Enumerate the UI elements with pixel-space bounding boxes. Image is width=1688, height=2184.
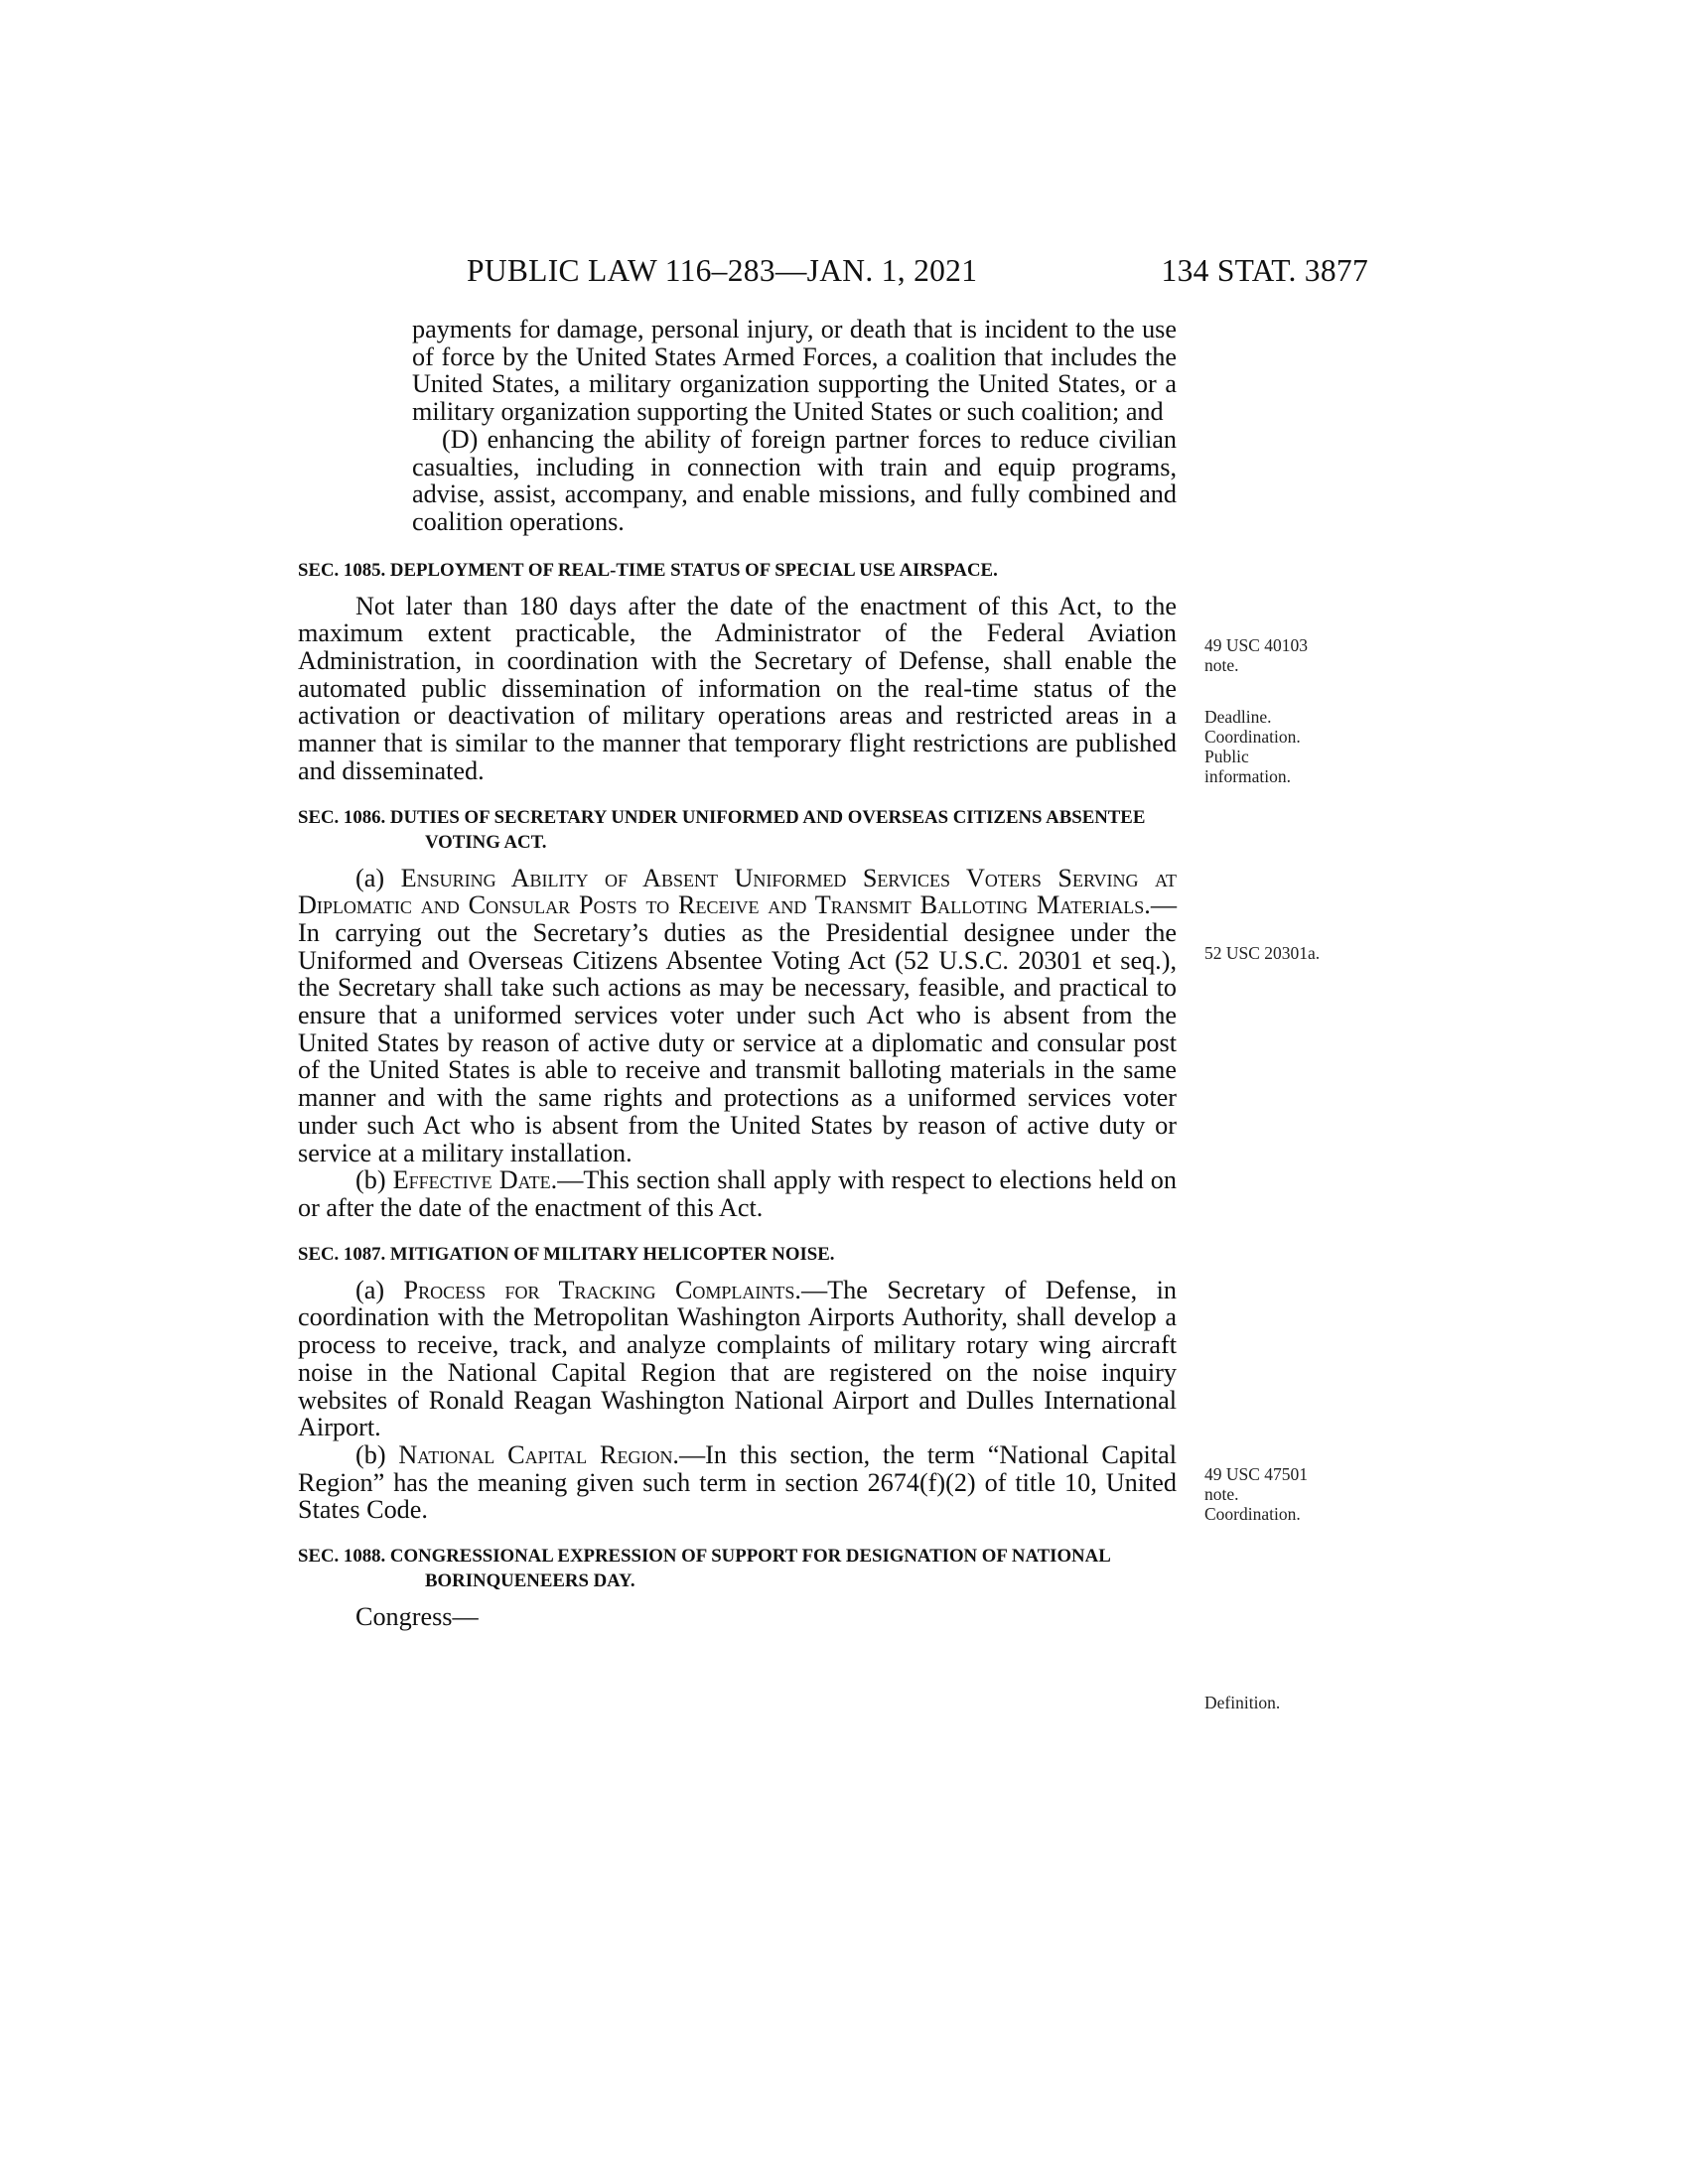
subsection-b-title: National Capital Region.: [398, 1439, 679, 1469]
subsection-b-title: Effective Date.: [392, 1165, 558, 1195]
continuation-text: payments for damage, personal injury, or death that is incident to the use of force by the United States Armed Forces, a coalition that includes the United States, a military organization supporting the United States, or a military organization supporting the United States or such coalition; and: [412, 315, 1177, 427]
section-1086-heading: SEC. 1086. DUTIES OF SECRETARY UNDER UNIFORMED AND OVERSEAS CITIZENS ABSENTEE VOTING ACT.: [298, 806, 1146, 853]
subsection-b-label: (b): [355, 1165, 386, 1195]
subsection-a-body: —The Secretary of Defense, in coordination with the Metropolitan Washington Airports Authority, shall develop a process to receive, track, and analyze complaints of military rotary wing aircraft noise in the National Capital Region that are registered on the noise inquiry websites of Ronald Reagan Washington National Airport and Dulles International Airport.: [298, 1275, 1178, 1442]
section-1087-subsection-a: [298, 1277, 1177, 1441]
margin-note-1087-definition: Definition.: [1204, 1693, 1281, 1712]
section-1085-body: Not later than 180 days after the date of the enactment of this Act, to the maximum extent practicable, the Administrator of the Federal Aviation Administration, in coordination with the Secretary of Defense, shall enable the automated public dissemination of information on the real-time status of the activation or deactivation of military operations areas and restricted areas in a manner that is similar to the manner that temporary flight restrictions are published and disseminated.: [298, 591, 1177, 785]
section-1088-heading: SEC. 1088. CONGRESSIONAL EXPRESSION OF SUPPORT FOR DESIGNATION OF NATIONAL BORINQUENEERS DAY.: [298, 1546, 1110, 1592]
section-1086-subsection-a: [298, 865, 1177, 1167]
statutes-citation: 134 STAT. 3877: [1161, 253, 1368, 288]
section-1086-subsection-b: [298, 1166, 1177, 1221]
subsection-a-label: (a): [355, 1275, 385, 1304]
subsection-b-body: —This section shall apply with respect to elections held on or after the date of the enactment of this Act.: [298, 1165, 1177, 1222]
subsection-a-body: —In carrying out the Secretary’s duties as the Presidential designee under the Uniformed and Overseas Citizens Absentee Voting Act (52 U.S.C. 20301 et seq.), the Secretary shall take such actions as may be necessary, feasible, and practical to ensure that a uniformed services voter under such Act who is absent from the United States by reason of active duty or service at a diplomatic and consular post of the United States is able to receive and transmit balloting materials in the same manner and with the same rights and protections as a uniformed services voter under such Act who is absent from the United States by reason of active duty or service at a military installation.: [298, 890, 1177, 1167]
margin-note-1087-citation: 49 USC 47501 note. Coordination.: [1204, 1464, 1309, 1524]
margin-note-1085-citation: 49 USC 40103 note.: [1204, 635, 1309, 675]
item-d-text: (D) enhancing the ability of foreign partner forces to reduce civilian casualties, including in connection with train and equip programs, advise, assist, accompany, and enable missions, and fully combined and coalition operations.: [412, 424, 1177, 536]
margin-note-1085-tags: Deadline. Coordination. Public information.: [1204, 707, 1301, 786]
subsection-b-label: (b): [355, 1439, 386, 1469]
section-1085-heading: SEC. 1085. DEPLOYMENT OF REAL-TIME STATUS OF SPECIAL USE AIRSPACE.: [298, 559, 998, 581]
section-1088-body: Congress—: [355, 1602, 479, 1632]
subsection-b-body: —In this section, the term “National Capital Region” has the meaning given such term in section 2674(f)(2) of title 10, United States Code.: [298, 1439, 1177, 1525]
section-1087-heading: SEC. 1087. MITIGATION OF MILITARY HELICOPTER NOISE.: [298, 1243, 835, 1265]
margin-note-1086-citation: 52 USC 20301a.: [1204, 943, 1321, 963]
subsection-a-title: Process for Tracking Complaints.: [403, 1275, 801, 1304]
subsection-a-title: Ensuring Ability of Absent Uniformed Services Voters Serving at Diplomatic and Consular Posts to Receive and Transmit Balloting Materials.: [298, 863, 1178, 920]
running-title: PUBLIC LAW 116–283—JAN. 1, 2021: [467, 253, 978, 288]
section-1087-subsection-b: [298, 1441, 1177, 1524]
continuation-block: [298, 316, 1177, 536]
subsection-a-label: (a): [355, 863, 385, 892]
body-column: [298, 316, 1177, 1631]
